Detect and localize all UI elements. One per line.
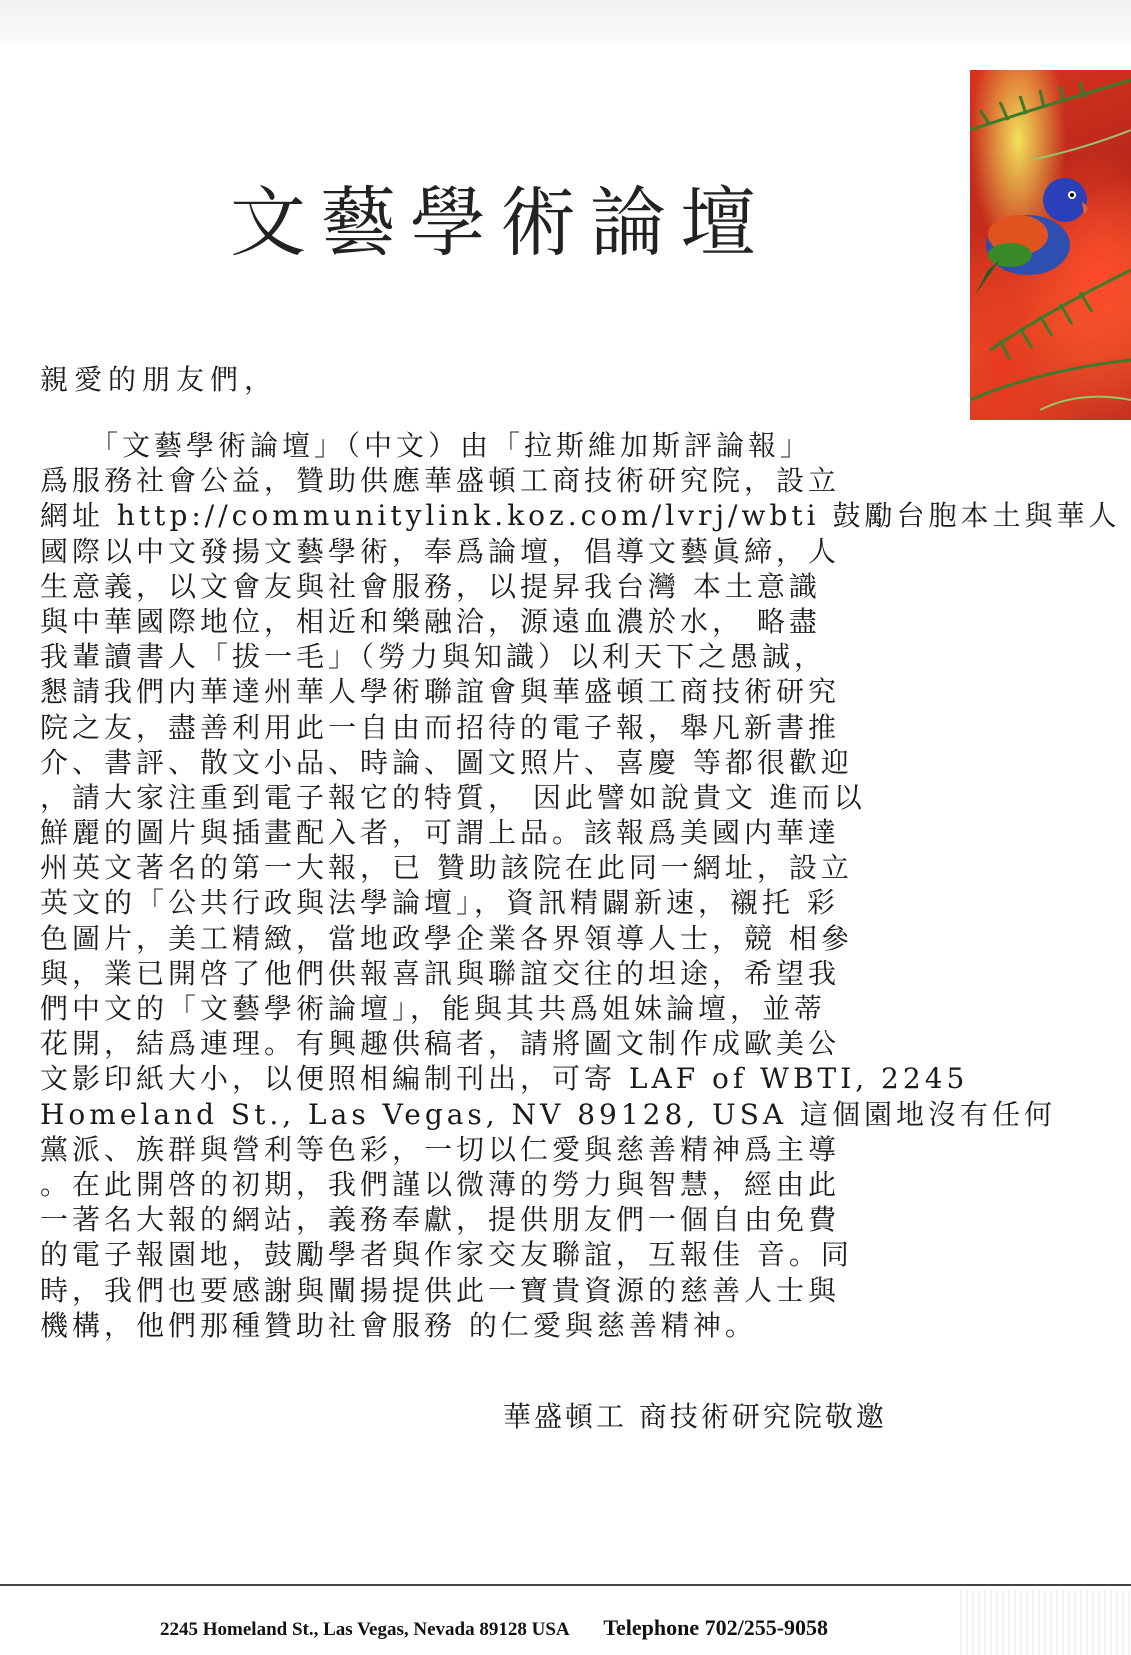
document-title: 文藝學術論壇 [230, 178, 770, 267]
body-line: 介、書評、散文小品、時論、圖文照片、喜慶 等都很歡迎 [40, 745, 853, 779]
letter-body [40, 428, 1121, 1343]
footer-telephone: Telephone 702/255-9058 [603, 1615, 829, 1640]
body-line: 們中文的「文藝學術論壇」，能與其共爲姐妹論壇，並蒂 [40, 992, 827, 1025]
body-line: 的電子報園地，鼓勵學者與作家交友聯誼，互報佳 音。同 [40, 1238, 853, 1272]
body-line: 與，業已開啓了他們供報喜訊與聯誼交往的坦途，希望我 [40, 956, 841, 990]
body-line: 機構，他們那種贊助社會服務 的仁愛與慈善精神。 [40, 1308, 757, 1342]
body-line: 爲服務社會公益，贊助供應華盛頓工商技術研究院，設立 [40, 464, 841, 498]
body-line: 懇請我們内華達州華人學術聯誼會與華盛頓工商技術研究 [40, 675, 841, 709]
greeting: 親愛的朋友們， [40, 363, 279, 396]
body-line: Homeland St., Las Vegas, NV 89128, USA 這個園地沒有任何 [40, 1097, 1056, 1131]
body-line: 。在此開啓的初期，我們謹以微薄的勞力與智慧，經由此 [40, 1167, 841, 1201]
body-line: 英文的「公共行政與法學論壇」，資訊精闢新速，襯托 彩 [40, 886, 839, 920]
body-line: 國際以中文發揚文藝學術，奉爲論壇，倡導文藝眞締，人 [40, 534, 841, 568]
body-line: 「文藝學術論壇」（中文）由「拉斯維加斯評論報」 [40, 429, 813, 462]
scan-corner-texture [960, 1590, 1131, 1655]
parrot-photo [970, 70, 1131, 420]
footer-divider [0, 1584, 1131, 1586]
body-line: 州英文著名的第一大報，已 贊助該院在此同一網址，設立 [40, 851, 853, 885]
scan-top-band [0, 0, 1131, 42]
body-line: ，請大家注重到電子報它的特質， 因此譬如說貴文 進而以 [40, 780, 866, 814]
body-line: 院之友，盡善利用此一自由而招待的電子報，舉凡新書推 [40, 710, 841, 744]
footer [160, 1615, 828, 1641]
body-line: 生意義，以文會友與社會服務，以提昇我台灣 本土意識 [40, 569, 821, 603]
body-line: 網址 http://communitylink.koz.com/lvrj/wbti 鼓勵台胞本土與華人 [40, 499, 1121, 533]
footer-address: 2245 Homeland St., Las Vegas, Nevada 89128 USA [160, 1619, 569, 1640]
body-line: 時，我們也要感謝與闡揚提供此一寶貴資源的慈善人士與 [40, 1273, 841, 1307]
body-line: 我輩讀書人「拔一毛」（勞力與知識）以利天下之愚誠， [40, 640, 827, 674]
body-line: 文影印紙大小，以便照相編制刊出，可寄 LAF of WBTI, 2245 [40, 1062, 969, 1096]
body-line: 黨派、族群與營利等色彩，一切以仁愛與慈善精神爲主導 [40, 1132, 841, 1166]
signature: 華盛頓工 商技術研究院敬邀 [503, 1400, 887, 1433]
body-line: 鮮麗的圖片與插畫配入者，可謂上品。該報爲美國内華達 [40, 816, 841, 850]
body-line: 花開，結爲連理。有興趣供稿者，請將圖文制作成歐美公 [40, 1027, 841, 1061]
body-line: 色圖片，美工精緻，當地政學企業各界領導人士，競 相參 [40, 921, 853, 955]
body-line: 一著名大報的網站，義務奉獻，提供朋友們一個自由免費 [40, 1203, 841, 1237]
body-line: 與中華國際地位，相近和樂融洽，源遠血濃於水， 略盡 [40, 604, 821, 638]
